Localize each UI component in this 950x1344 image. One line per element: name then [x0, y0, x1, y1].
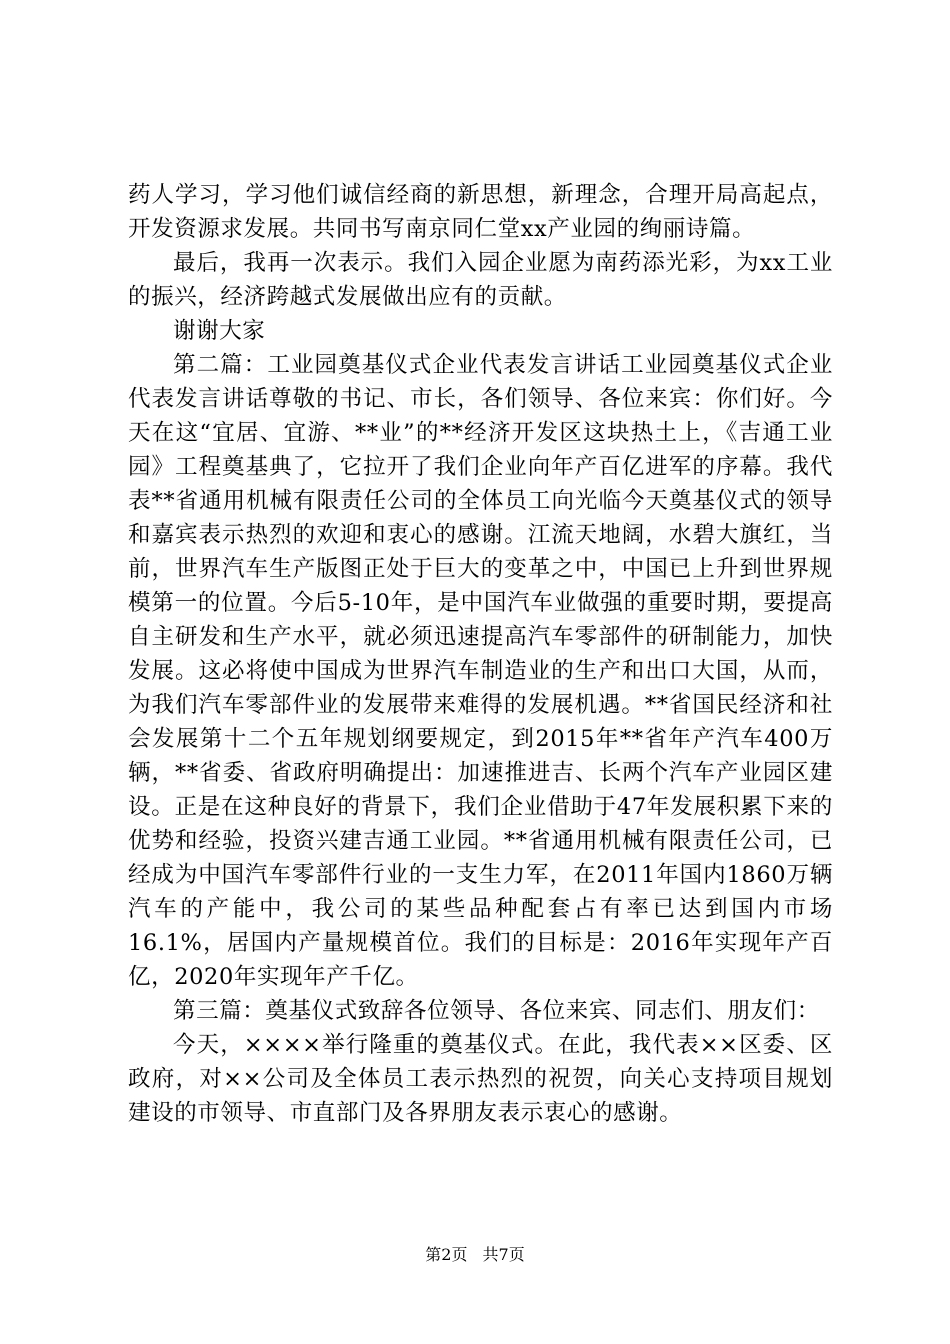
page-number-current: 第2页 [425, 1245, 468, 1264]
paragraph-thanks: 谢谢大家 [173, 318, 266, 344]
paragraph-part-three-heading: 第三篇：奠基仪式致辞各位领导、各位来宾、同志们、朋友们： [173, 998, 820, 1024]
paragraph-closing: 最后，我再一次表示。我们入园企业愿为南药添光彩，为xx工业的振兴，经济跨越式发展做出应有的贡献。 [128, 250, 833, 310]
paragraph-part-three-body: 今天，××××举行隆重的奠基仪式。在此，我代表××区委、区政府，对××公司及全体员工表示热烈的祝贺，向关心支持项目规划建设的市领导、市直部门及各界朋友表示衷心的感谢。 [128, 1032, 833, 1126]
page-number-total: 共7页 [482, 1245, 525, 1264]
paragraph-continuation: 药人学习，学习他们诚信经商的新思想，新理念，合理开局高起点，开发资源求发展。共同书写南京同仁堂xx产业园的绚丽诗篇。 [128, 182, 833, 242]
paragraph-part-two: 第二篇：工业园奠基仪式企业代表发言讲话工业园奠基仪式企业代表发言讲话尊敬的书记、市长，各们领导、各位来宾：你们好。今天在这“宜居、宜游、**业”的**经济开发区这块热土上，《吉通工业园》工程奠基典了，它拉开了我们企业向年产百亿进军的序幕。我代表**省通用机械有限责任公司的全体员工向光临今天奠基仪式的领导和嘉宾表示热烈的欢迎和衷心的感谢。江流天地阔，水碧大旗红，当前，世界汽车生产版图正处于巨大的变革之中，中国已上升到世界规模第一的位置。今后5-10年，是中国汽车业做强的重要时期，要提高自主研发和生产水平，就必须迅速提高汽车零部件的研制能力，加快发展。这必将使中国成为世界汽车制造业的生产和出口大国，从而，为我们汽车零部件业的发展带来难得的发展机遇。**省国民经济和社会发展第十二个五年规划纲要规定，到2015年**省年产汽车400万辆，**省委、省政府明确提出：加速推进吉、长两个汽车产业园区建设。正是在这种良好的背景下，我们企业借助于47年发展积累下来的优势和经验，投资兴建吉通工业园。**省通用机械有限责任公司，已经成为中国汽车零部件行业的一支生力军，在2011年国内1860万辆汽车的产能中，我公司的某些品种配套占有率已达到国内市场16.1%，居国内产量规模首位。我们的目标是：2016年实现年产百亿，2020年实现年产千亿。 [128, 352, 833, 990]
page-footer [0, 1244, 950, 1266]
document-body [128, 178, 833, 1130]
